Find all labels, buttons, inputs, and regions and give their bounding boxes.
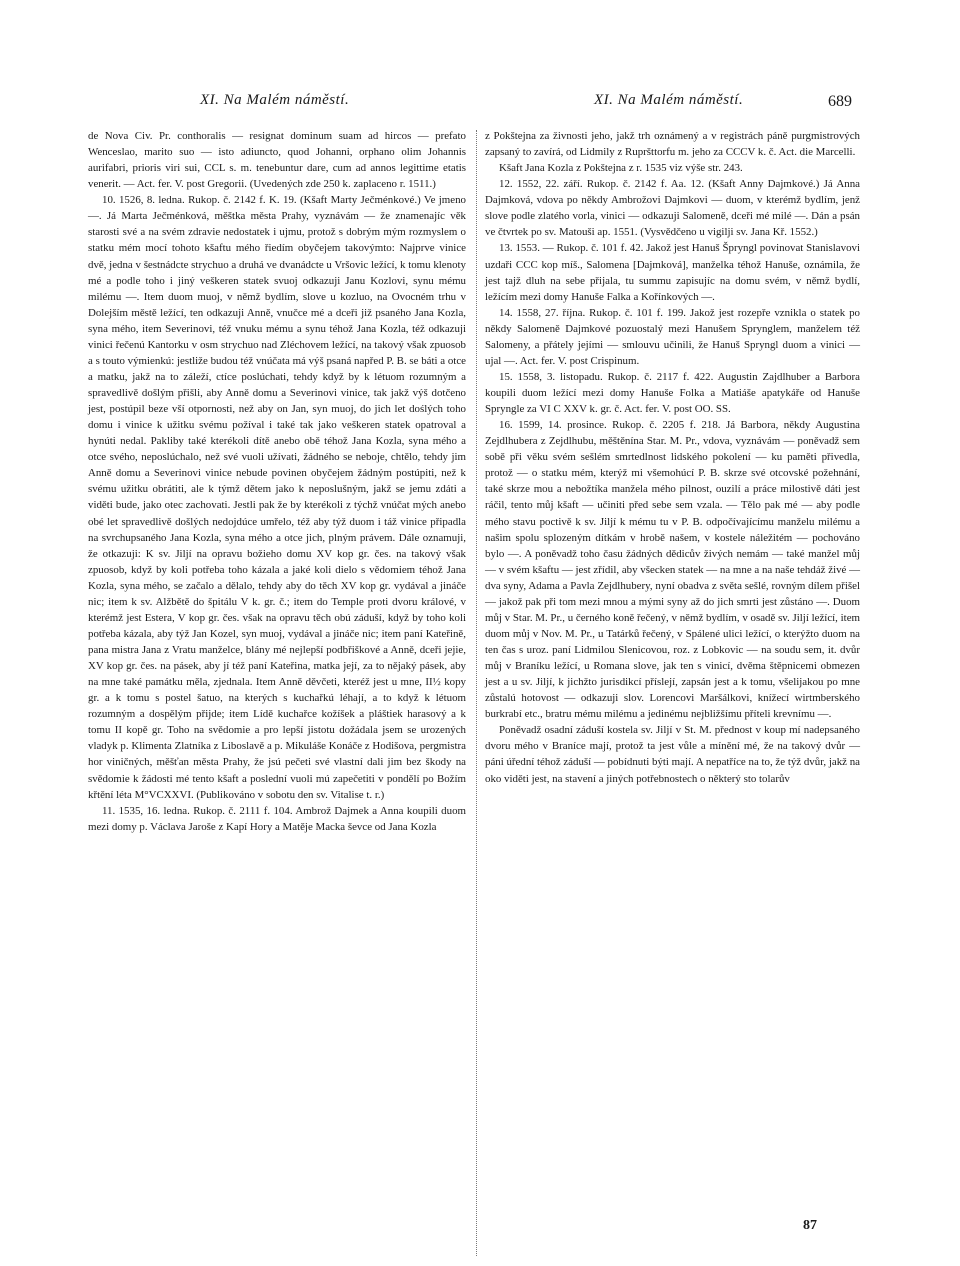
signature-number: 87 [803,1218,817,1233]
entry-16-continuation: Poněvadž osadní záduší kostela sv. Jiljí v St. M. přednost v koup mí nadepsaného dvoru mého v Braníce mají, protož ta jest vůle a mínění mé, že na takový dvůr — páni úřední téhož záduší — pobídnuti býti mají. A nepatříce na to, že týž dvůr, jakž na oko viděti jest, na stavení a jiných potřebnostech o některý sto tolarův [485,724,860,785]
cross-reference-note: Kšaft Jana Kozla z Pokštejna z r. 1535 viz výše str. 243. [499,162,743,175]
running-header [0,92,960,116]
running-title-left: XI. Na Malém náměstí. [200,92,350,108]
entry-16: 16. 1599, 14. prosince. Rukop. č. 2205 f. 218. Já Barbora, někdy Augustina Zejdlhubera z Zejdlhubu, měštěnína Star. M. Pr., vdova, vyznávám — poněvadž sem sobě při věku svém sešlém smrtedlnost lidského pokolení — ku paměti přivedla, protož — o statku mém, kterýž mi všemohúcí P. B. skrze své otcovské požehnání, také skrze mou a nebožtíka manžela mého pilnost, ouzilí a práce milostivě dáti jest ráčil, tento můj kšaft — učiniti před sebe sem vzala. — Tělo pak mé — aby podle mého stavu poctivě k sv. Jiljí k mému tu v P. B. odpočívajícímu manželu milému a našim spolu splozeným dítkám v hrobě našem, v kostele náležitém — pochováno bylo —. A poněvadž toho času žádných dědicův živých nemám — také manžel můj — v svém kšaftu — jest zřídil, aby všecken statek — na mne a na naše tehdáž živé — dva syny, Adama a Pavla Zejdlhubery, nyní obadva z světa sešlé, rovným dílem přišel — jakož pak při tom mezi mnou a mými syny až do jich smrti jest zůstáno —. Duom můj v Star. M. Pr., u černého koně řečený, v němž bydlím, v osadě sv. Jiljí ležící, item duom můj v Nov. M. Pr., u Tatárků řečený, v Spálené ulici ležící, o kterýžto duom na ten čas s uroz. paní Lidmilou Slenicovou, roz. z Lobkovic — na soudu sem, it. dvůr můj v Braníku ležící, u Romana slove, jak ten s vinicí, dvěma štěpnicemi obmezen jest a u sv. Jiljí, k jichžto jurisdikcí příslejí, zapsán jest a k tomu, všelijakou po mne zůstalú hotovost — odkazuji slov. Lorencovi Maršálkovi, knížecí wirtmberského burkrabí etc., bratru mému milému a jedinému nejbližšímu příteli krevnímu —. [485,419,860,721]
paragraph-continuation-right: z Pokštejna za živnosti jeho, jakž trh oznámený a v registrách páně purgmistrových zapsaný to zavírá, od Lidmily z Rupršttorfu m. jeho za CCCV k. č. Act. die Marcelli. [485,130,860,159]
entry-12: 12. 1552, 22. září. Rukop. č. 2142 f. Aa. 12. (Kšaft Anny Dajmkové.) Já Anna Dajmková, vdova po někdy Ambrožovi Dajmkovi — duom, v kterémž bydlím, jenž slove podle zlatého vorla, vinici — odkazuji Salomeně, dceři mé milé —. Dán a psán ve čtvrtek po sv. Matouši ap. 1551. (Vysvědčeno u vigilji sv. Jana Kř. 1552.) [485,178,860,239]
entry-14: 14. 1558, 27. října. Rukop. č. 101 f. 199. Jakož jest rozepře vznikla o statek po někdy Salomeně Dajmkové pozuostalý mezi Hanušem Sprynglem, manželem též Salomeny, a přátely jejími — smlouvu učinili, že Hanuš Spryngl duom a vinici — ujal —. Act. fer. V. post Crispinum. [485,306,860,367]
paragraph-continuation: de Nova Civ. Pr. conthoralis — resignat dominum suam ad hircos — prefato Wenceslao, marito suo — isto adiuncto, quod Johanni, orphano olim Johannis aurifabri, prioris viri sui, CCL s. m. tenebuntur dare, cum ad annos legittime etatis venerit. — Act. fer. V. post Gregorii. (Uvedených zde 250 k. zaplaceno r. 1511.) [88,130,466,191]
column-divider [476,130,477,1256]
page-number: 689 [828,93,852,110]
left-column [88,128,466,835]
running-title-right: XI. Na Malém náměstí. [594,92,744,108]
entry-13: 13. 1553. — Rukop. č. 101 f. 42. Jakož jest Hanuš Špryngl povinovat Stanislavovi uzdaři CCC kop míš., Salomena [Dajmková], manželka téhož Hanuše, oznámila, že jest tajž dluh na sebe přijala, tu summu zapisujíc na domu svém, v němž bydlí, ležícím mezi domy Hanuše Falka a Kořínkových —. [485,242,860,303]
entry-10: 10. 1526, 8. ledna. Rukop. č. 2142 f. K. 19. (Kšaft Marty Ječménkové.) Ve jmeno —. Já Marta Ječménková, měštka města Prahy, vyznávám — že znamenajíc věk starosti své a na svém zdravie nedostatek i ujmu, protož s dobrým mým rozmyslem o statku mém mocí tohoto kšaftu mého řiedím obyčejem takovýmto: Najprve vinice dvě, jedna v šestnádcte strychuo a druhá ve dvanádcte u Vršovic ležící, k tomu klenoty mé a podle toho i jiný veškeren statek svuoj odkazuji Janu Kozlovi, synu mému milému —. Item duom muoj, v němž bydlím, slove u kozluo, na Ovocném trhu v Dolejším městě ležící, ten odkazuji Anně, vnučce mé a dceři již psaného Jana Kozla, syna mého, item Severinovi, též vnuku mému a synu téhož Jana Kozla, též odkazuji vinici řečenú Kantorku v osm strychuo nad Zléchovem ležící, na takový však zpuosob a s touto výmienkú: jestliže budou též vnúčata má výš psaná napřed P. B. se báti a otce a matku, jakž na to záleží, ctíce poslúchati, tehdy když by k létuom rozumným a spravedlivě došlým přišli, aby Anně domu a Severinovi vinice, tak jakž výš dotčeno jest, postúpil beze vší otpornosti, než aby on Jan, syn muoj, do jich let doślých toho domu i vinice k užitku svému požíval i také tak jako veškeren statek opatroval a hynúti nedal. Pakliby také kterékoli dítě anebo obě téhož Jana Kozla, syna mého a otce svého, neposlúchalo, než své vuoli užívati, žádného se neboje, chtělo, tehdy jim Anně domu a Severinovi vinice nebude povinen obyčejem žádným postúpiti, než k svému užitku obrátiti, ale k týmž dětem jako k neposlušným, jakž se jemu zdáti a viděti bude, jako otec zachovati. Jestli pak že by kterékoli z týchž vnúčat mých anebo obé let spravedlivě došlých nedojdúce umřelo, též aby týž duom i táž vinice připadla na svrchupsaného Jana Kozla, syna mého a otce jich, plným právem. Dále oznamuji, že otkazuji: K sv. Jiljí na opravu božieho domu XV kop gr. čes. na takový však zpuosob, když by koli potřeba toho kázala a jaké koli dielo s vědomiem téhož Jana Kozla, syna mého, se začalo a dělalo, tehdy aby do těch XV kop gr. vydával a jináče nic; item k sv. Alžbětě do špitálu V k. gr. č.; item do Temple proti dvoru králové, v kterémž jest Estera, V kop gr. čes. však na opravu těch obú záduší, když by toho koli potřeba kázala, aby týž Jan Kozel, syn muoj, vydával a jináče nic; item paní Kateřině, pana mistra Jana z Vratu manželce, blány mé nejlepší podbřiškové a Anně, dceři jejie, XV kop gr. čes. na pásek, aby jí též paní Kateřina, matka její, za to nějaký pásek, aby na mne také památku měla, zjednala. Item Anně děvčeti, kteréž jest u mne, II½ kopy gr. a k tomu s postel šatuo, na kterých s kuchařkú léhají, a to když k létuom rozumným a dospělým přijde; item Lídě kuchařce kožíšek a pláštiek harasový a k tomu II kopě gr. Toho na svědomie a pro lepší jistotu dožádala jsem se urozených vladyk p. Klimenta Zlatníka z Liboslavě a p. Mikuláše Konáče z Hodišova, pergmistra hor viničných, měšťan města Prahy, že jsú pečeti své vlastní dali jim bez škody na svědomie k žádosti mé tento kšaft a poslední vuoli mú zapečetiti v pondělí po Božím křtění léta M°VCXXVI. (Publikováno v sobotu den sv. Vitalise t. r.) [88,194,466,801]
right-column [485,128,860,787]
entry-11: 11. 1535, 16. ledna. Rukop. č. 2111 f. 104. Ambrož Dajmek a Anna koupili duom mezi domy p. Václava Jaroše z Kapí Hory a Matěje Macka ševce od Jana Kozla [88,804,466,833]
entry-15: 15. 1558, 3. listopadu. Rukop. č. 2117 f. 422. Augustin Zajdlhuber a Barbora koupili duom ležící mezi domy Hanuše Folka a Matiáše apatykáře od Hanuše Spryngle za VI C XXV k. gr. č. Act. fer. V. post OO. SS. [485,370,860,416]
